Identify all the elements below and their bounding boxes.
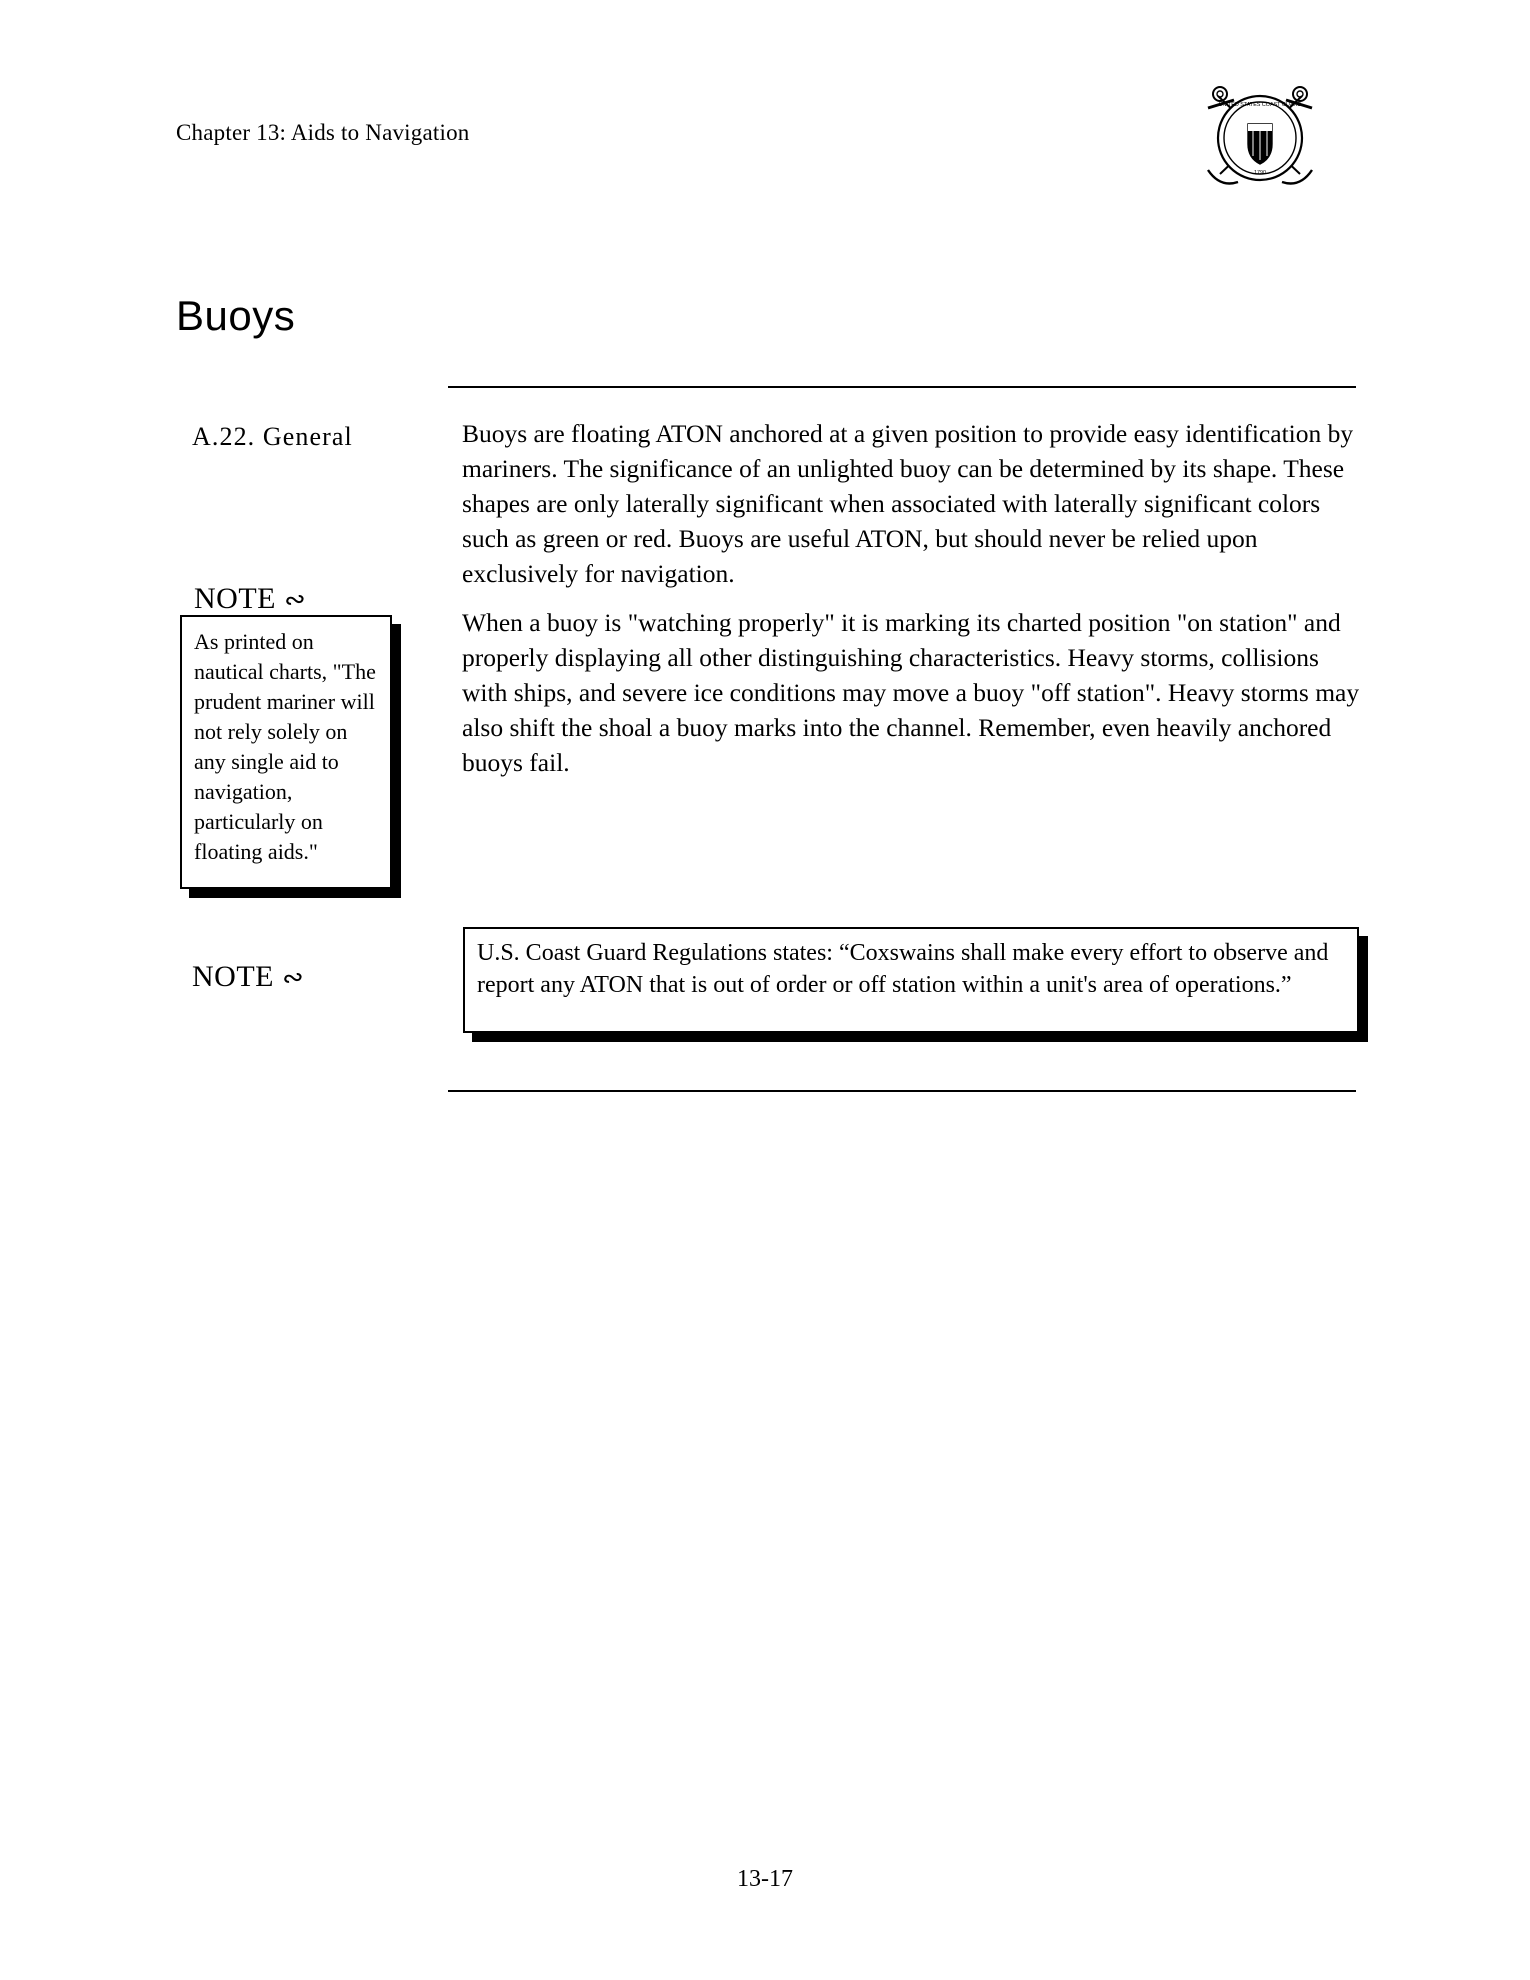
note-label-1-text: NOTE: [194, 582, 276, 615]
note-box-2-text: U.S. Coast Guard Regulations states: “Coxswains shall make every effort to observe and report any ATON that is out of order or off station within a unit's area of operations.”: [477, 940, 1329, 998]
page-title: Buoys: [176, 292, 296, 339]
note-label-1: [194, 582, 309, 616]
svg-text:UNITED STATES COAST GUARD: UNITED STATES COAST GUARD: [1218, 102, 1302, 108]
paragraph-watching-properly: When a buoy is "watching properly" it is marking its charted position "on station" and properly displaying all other distinguishing characteristics. Heavy storms, collisions with ships, and severe ice conditions may move a buoy "off station". Heavy storms may also shift the shoal a buoy marks into the channel. Remember, even heavily anchored buoys fail.: [462, 608, 1360, 777]
page-number: 13-17: [737, 1866, 793, 1892]
note-label-2-text: NOTE: [192, 960, 274, 993]
note-swirl-icon: ∾: [282, 583, 309, 616]
section-divider-bottom: [448, 1090, 1356, 1092]
paragraph-general: Buoys are floating ATON anchored at a given position to provide easy identification by mariners. The significance of an unlighted buoy can be determined by its shape. These shapes are only laterally significant when associated with laterally significant colors such as green or red. Buoys are useful ATON, but should never be relied upon exclusively for navigation.: [462, 419, 1354, 588]
note-box-1-text: As printed on nautical charts, "The prudent mariner will not rely solely on any single aid to navigation, particularly on floating aids.": [194, 629, 376, 864]
chapter-header: Chapter 13: Aids to Navigation: [176, 120, 470, 145]
note-label-2: [192, 960, 307, 994]
section-label: A.22. General: [192, 422, 353, 451]
section-divider-top: [448, 386, 1356, 388]
note-swirl-icon: ∾: [280, 961, 307, 994]
note-box-2: [463, 927, 1359, 1033]
us-coast-guard-seal-icon: [1200, 78, 1320, 198]
svg-text:1790: 1790: [1254, 170, 1266, 176]
note-box-1: [180, 615, 392, 889]
